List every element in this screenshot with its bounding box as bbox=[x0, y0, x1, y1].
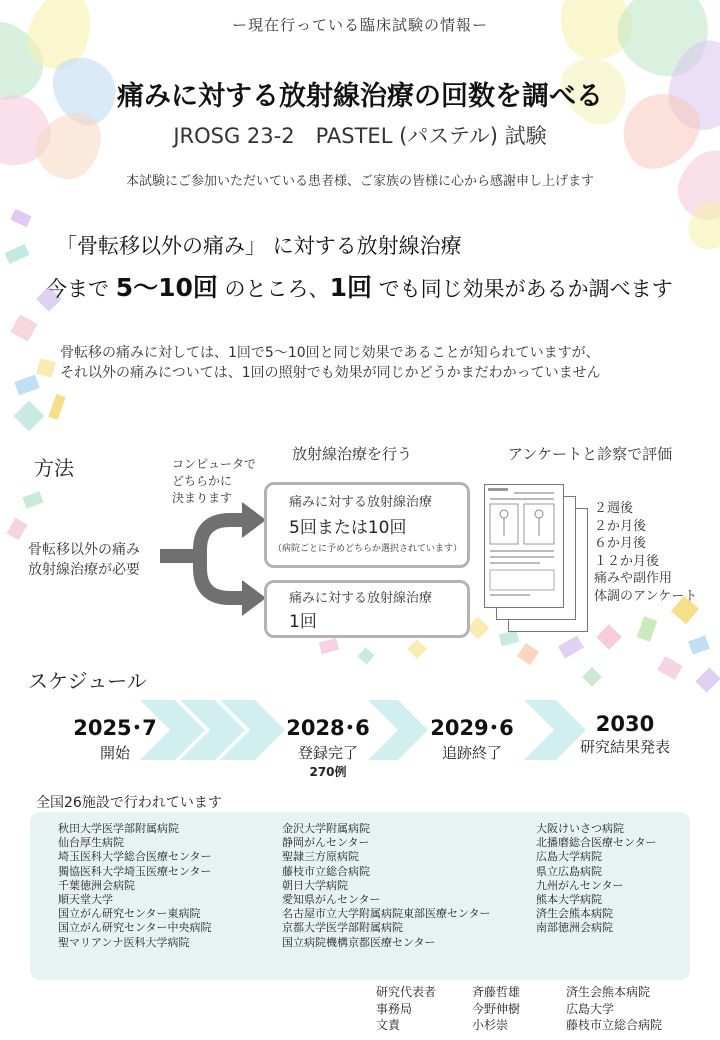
staff-role: 研究代表者 bbox=[376, 985, 437, 999]
staff-name: 今野伸樹 bbox=[472, 1001, 521, 1016]
headline-prefix: 今まで bbox=[46, 277, 116, 301]
site-item: 国立病院機構京都医療センター bbox=[282, 935, 436, 949]
patient-eligibility-line: 骨転移以外の痛み bbox=[28, 542, 140, 558]
sites-column-1 bbox=[58, 822, 212, 950]
site-item: 名古屋市立大学附属病院東部医療センター bbox=[282, 907, 491, 921]
arm-a-note: （病院ごとに予めどちらか選択されています） bbox=[273, 544, 463, 554]
milestone-year: 2025･7 bbox=[73, 716, 157, 740]
site-item: 聖マリアンナ医科大学病院 bbox=[58, 935, 190, 949]
milestone-year: 2029･6 bbox=[430, 716, 514, 740]
timing-item: 体調のアンケート bbox=[594, 588, 698, 604]
site-item: 京都大学医学部附属病院 bbox=[282, 921, 403, 935]
site-item: 獨協医科大学埼玉医療センター bbox=[58, 864, 212, 878]
site-item: 順天堂大学 bbox=[58, 893, 113, 907]
milestone-start bbox=[60, 712, 170, 763]
randomization-note-line: どちらかに bbox=[172, 474, 233, 488]
milestone-enrollment bbox=[268, 712, 388, 780]
evaluation-heading: アンケートと診察で評価 bbox=[508, 445, 673, 463]
milestone-label: 開始 bbox=[99, 744, 130, 762]
milestone-year: 2030 bbox=[595, 712, 655, 736]
timing-item: １２か月後 bbox=[594, 553, 660, 569]
site-item: 大阪けいさつ病院 bbox=[536, 822, 624, 835]
milestone-label: 研究結果発表 bbox=[579, 738, 670, 756]
site-item: 国立がん研究センター中央病院 bbox=[58, 921, 212, 935]
site-item: 藤枝市立総合病院 bbox=[282, 864, 370, 878]
staff-affiliation: 済生会熊本病院 bbox=[566, 985, 651, 999]
staff-affiliation: 広島大学 bbox=[566, 1001, 615, 1016]
arm-b-fractions: 1回 bbox=[289, 612, 317, 632]
staff-name: 斉藤哲雄 bbox=[472, 985, 521, 999]
site-item: 秋田大学医学部附属病院 bbox=[58, 822, 179, 835]
staff-roles bbox=[376, 984, 436, 1034]
staff-role: 文責 bbox=[376, 1018, 401, 1032]
enrollment-target: 270例 bbox=[309, 765, 347, 779]
intro-line: 骨転移の痛みに対しては、1回で5〜10回と同じ効果であることが知られていますが、 bbox=[60, 345, 600, 361]
staff-affiliation: 藤枝市立総合病院 bbox=[566, 1018, 663, 1032]
sites-list bbox=[30, 812, 690, 980]
site-item: 千葉徳洲会病院 bbox=[58, 878, 135, 892]
site-item: 南部徳洲会病院 bbox=[536, 921, 613, 935]
trial-name: JROSG 23-2 PASTEL (パステル) 試験 bbox=[173, 124, 547, 148]
staff-name: 小杉崇 bbox=[472, 1018, 509, 1032]
site-item: 愛知県がんセンター bbox=[282, 893, 381, 907]
site-item: 熊本大学病院 bbox=[536, 893, 602, 907]
milestone-followup bbox=[412, 712, 532, 763]
sites-column-2 bbox=[282, 822, 491, 950]
site-item: 済生会熊本病院 bbox=[536, 907, 613, 921]
sites-heading: 全国26施設で行われています bbox=[36, 795, 222, 811]
headline-suffix: でも同じ効果があるか調べます bbox=[371, 277, 673, 301]
site-item: 埼玉医科大学総合医療センター bbox=[58, 850, 212, 864]
page-title: 痛みに対する放射線治療の回数を調べる bbox=[117, 81, 603, 112]
headline-emphasis-2: 1回 bbox=[329, 273, 372, 302]
milestone-results bbox=[560, 712, 690, 757]
headline-mid: のところ、 bbox=[217, 277, 330, 301]
site-item: 県立広島病院 bbox=[536, 864, 602, 878]
schedule-title: スケジュール bbox=[28, 669, 147, 693]
arm-b-title: 痛みに対する放射線治療 bbox=[289, 591, 433, 606]
radiotherapy-heading: 放射線治療を行う bbox=[292, 445, 413, 463]
site-item: 国立がん研究センター東病院 bbox=[58, 907, 201, 921]
arm-a-fractions: 5回または10回 bbox=[289, 518, 407, 538]
method-title: 方法 bbox=[34, 456, 74, 480]
site-item: 仙台厚生病院 bbox=[58, 836, 124, 850]
site-item: 静岡がんセンター bbox=[282, 836, 370, 850]
headline-emphasis-1: 5〜10回 bbox=[115, 273, 218, 302]
timing-item: ６か月後 bbox=[594, 536, 647, 551]
staff-role: 事務局 bbox=[376, 1001, 413, 1016]
timing-item: ２か月後 bbox=[594, 518, 647, 534]
site-item: 朝日大学病院 bbox=[282, 878, 348, 892]
timing-item: 痛みや副作用 bbox=[594, 571, 673, 586]
staff-affiliations bbox=[566, 984, 662, 1034]
staff-names bbox=[472, 984, 520, 1034]
site-item: 聖隷三方原病院 bbox=[282, 850, 359, 864]
sites-column-3 bbox=[536, 822, 657, 936]
milestone-label: 登録完了 bbox=[297, 744, 358, 762]
timing-item: ２週後 bbox=[594, 501, 634, 516]
arm-a-title: 痛みに対する放射線治療 bbox=[289, 495, 433, 510]
intro-line: それ以外の痛みについては、1回の照射でも効果が同じかどうかまだわかっていません bbox=[60, 365, 601, 381]
milestone-year: 2028･6 bbox=[286, 716, 370, 740]
milestone-label: 追跡終了 bbox=[441, 744, 502, 762]
headline-line1: 「骨転移以外の痛み」 に対する放射線治療 bbox=[56, 234, 462, 258]
site-item: 広島大学病院 bbox=[536, 850, 602, 864]
patient-eligibility-line: 放射線治療が必要 bbox=[28, 562, 140, 578]
site-item: 北播磨総合医療センター bbox=[536, 836, 657, 850]
randomization-note-line: 決まります bbox=[172, 491, 233, 505]
randomization-note-line: コンピュータで bbox=[172, 457, 257, 471]
header-label: ー現在行っている臨床試験の情報ー bbox=[231, 16, 488, 34]
thanks-message: 本試験にご参加いただいている患者様、ご家族の皆様に心から感謝申し上げます bbox=[125, 174, 594, 189]
site-item: 金沢大学附属病院 bbox=[282, 822, 370, 835]
site-item: 九州がんセンター bbox=[536, 878, 624, 892]
